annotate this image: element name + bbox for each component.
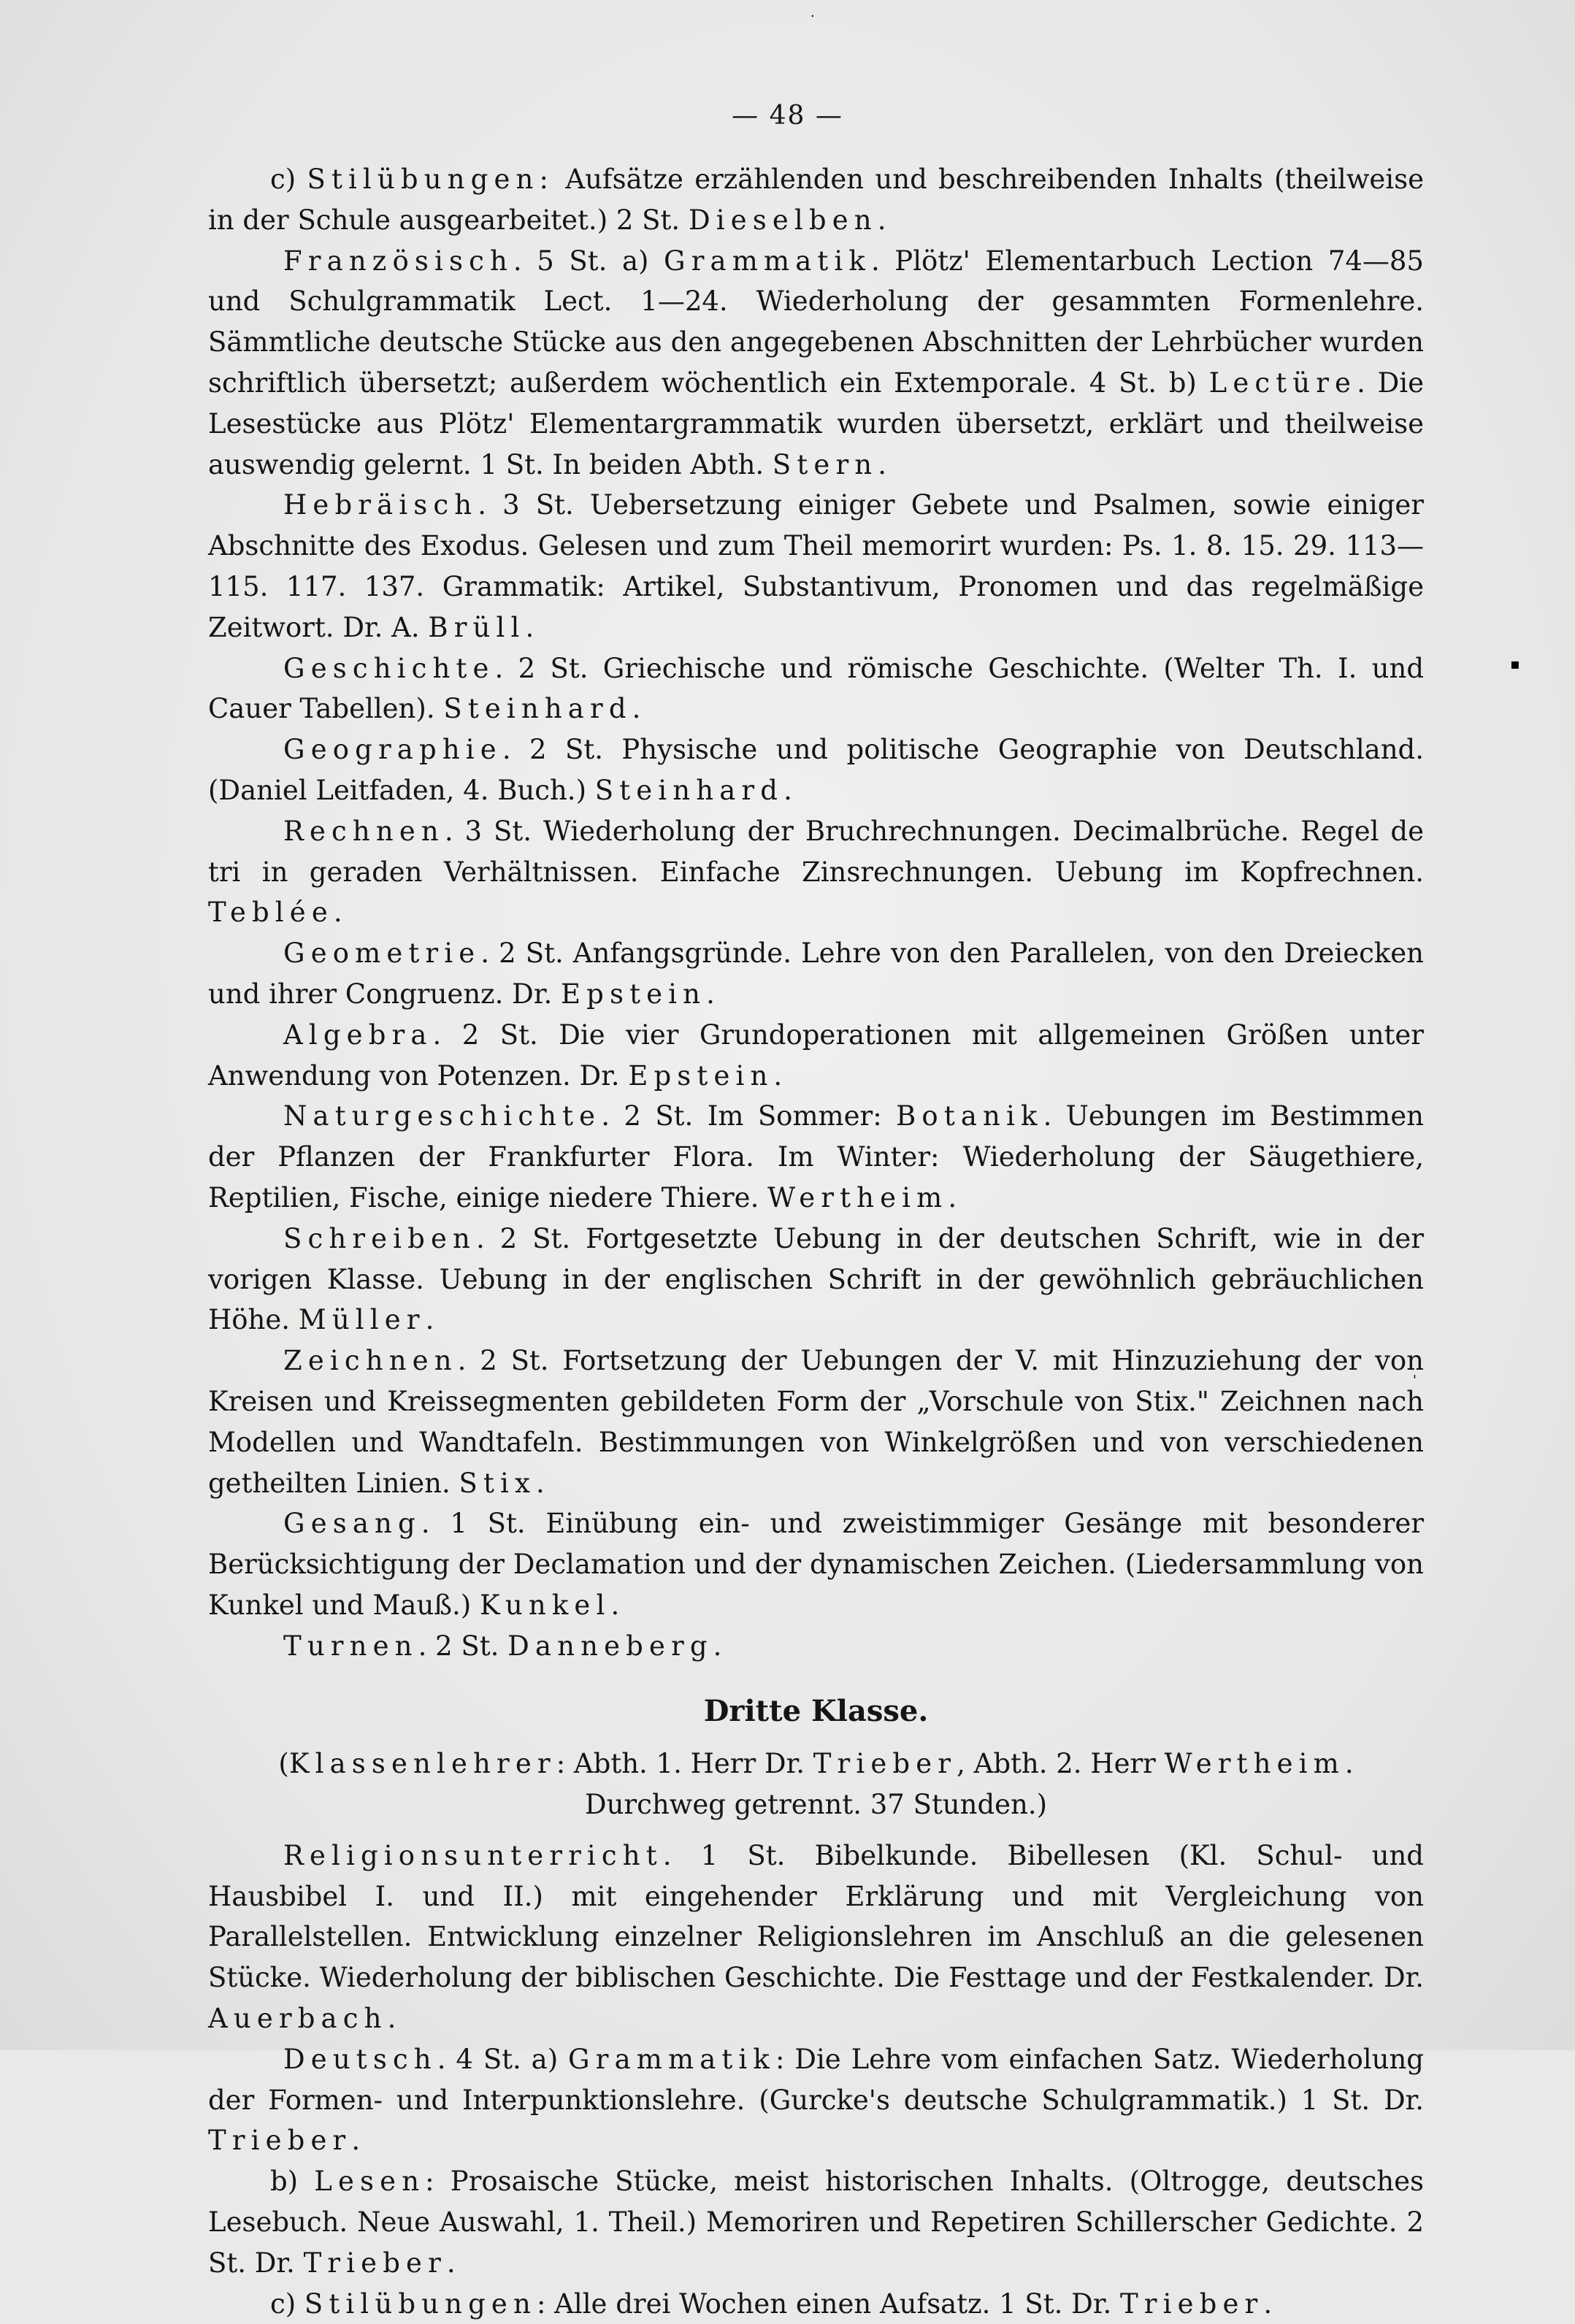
spaced-term: Schreiben [283,1222,476,1254]
text-run: b) [270,2166,315,2198]
text-run: . [877,204,886,236]
section-dritte-klasse-subjects [208,1836,1424,2324]
spaced-term: Zeichnen [283,1345,458,1377]
spaced-term: Lesen [314,2166,426,2198]
spaced-term: Rechnen [283,815,445,847]
text-run: : Alle drei Wochen einen Aufsatz. 1 St. Dr. [536,2287,1120,2320]
page-number: — 48 — [732,101,843,131]
text-run: . [783,774,792,806]
text-run: . 2 St. Griechische und römische Geschichte. (Welter Th. I. und Cauer Tabellen). [208,652,1424,725]
spaced-term: Stern [772,448,878,480]
spaced-term: Gesang [283,1508,421,1540]
paragraph-p5 [208,729,1424,811]
paragraph-p1 [208,159,1424,241]
text-run: . [446,2247,456,2279]
spaced-term: Kunkel [479,1589,611,1621]
text-run: . 2 St. Physische und politische Geographie von Deutschland. (Daniel Leitfaden, 4. Buch.) [208,734,1424,806]
class-teacher-line [208,1744,1424,1825]
spaced-term: Epstein [628,1059,774,1092]
text-run: . [706,978,715,1010]
text-run: . 2 St. Fortgesetzte Uebung in der deutschen Schrift, wie in der vorigen Klasse. Uebung in der englischen Schrift in der gewöhnlich gebräuchlichen Höhe. [208,1222,1424,1336]
text-run: : Die Lehre vom einfachen Satz. Wiederholung der Formen- und Interpunktionslehre. (Gurcke's deutsche Schulgrammatik.) 1 St. Dr. [208,2043,1424,2116]
spaced-term: Steinhard [594,774,784,806]
paragraph-p9 [208,1096,1424,1218]
text-run: , Abth. 2. Herr [957,1748,1165,1780]
text-run: . [333,897,342,929]
text-run: . 2 St. Die vier Grundoperationen mit allgemeinen Größen unter Anwendung von Potenzen. Dr. [208,1019,1424,1092]
text-run: . 1 St. Bibelkunde. Bibellesen (Kl. Schul- und Hausbibel I. und II.) mit eingehender Erklärung und mit Vergleichung von Parallelstellen. Entwicklung einzelner Religionslehren im Anschluß an die gelesenen Stücke. Wiederholung der biblischen Geschichte. Die Festtage und der Festkalender. Dr. [208,1839,1424,1994]
text-run: . [387,2003,396,2035]
spaced-term: Geschichte [283,652,495,684]
spaced-term: Grammatik [664,245,871,277]
text-run: . [536,1467,545,1499]
text-run: Aufsätze erzählenden und beschreibenden Inhalts (theilweise in der Schule ausgearbeitet.) 2 St. [208,164,1425,236]
text-run: . [878,448,887,480]
text-run: . 3 St. Uebersetzung einiger Gebete und Psalmen, sowie einiger Abschnitte des Exodus. Gelesen und zum Theil memorirt wurden: Ps. 1. 8. 15. 29. 113—115. 117. 137. Grammatik: Artikel, Substantivum, Pronomen und das regelmäßige Zeitwort. Dr. A. [208,489,1424,643]
spaced-term: Lectüre [1208,367,1357,399]
text-run: . [1263,2287,1273,2320]
text-run: . 3 St. Wiederholung der Bruchrechnungen. Decimalbrüche. Regel de tri in geraden Verhältnissen. Einfache Zinsrechnungen. Uebung im Kopfrechnen. [208,815,1424,888]
text-run: : Prosaische Stücke, meist historischen Inhalts. (Oltrogge, deutsches Lesebuch. Neue Auswahl, 1. Theil.) Memoriren und Repetiren Schillerscher Gedichte. 2 St. Dr. [208,2166,1424,2279]
text-run: . [525,611,534,643]
spaced-term: Brüll [428,611,526,643]
spaced-term: Stilübungen: [307,164,555,195]
spaced-term: Epstein [560,978,707,1010]
ink-speck: · [811,9,815,24]
paragraph-p10 [208,1219,1424,1341]
spaced-term: Wertheim [1164,1748,1345,1780]
spaced-term: Steinhard [443,693,632,725]
paragraph-p13 [208,1626,1424,1667]
text-run: c) [270,2287,304,2320]
spaced-term: Trieber [303,2247,447,2279]
spaced-term: Stix [459,1467,536,1499]
paragraph-p3 [208,485,1424,648]
spaced-term: Naturgeschichte [283,1100,602,1132]
spaced-term: Turnen [283,1630,418,1662]
spaced-term: Geographie [283,734,502,766]
text-run: . [713,1630,722,1662]
paragraph-q2 [208,2039,1424,2161]
spaced-term: Klassenlehrer [288,1748,556,1780]
text-run: . 4 St. a) [437,2043,569,2075]
paragraph-p8 [208,1015,1424,1097]
text-run: . [425,1304,434,1336]
paragraph-p11 [208,1341,1424,1503]
spaced-term: Dieselben [688,204,878,236]
text-run: . [948,1181,957,1213]
paragraph-p7 [208,933,1424,1015]
section-heading: Dritte Klasse. [703,1694,929,1729]
spaced-term: Algebra [283,1019,433,1051]
paragraph-q1 [208,1836,1424,2039]
paragraph-p2 [208,241,1424,486]
text-run: ( [278,1748,289,1780]
text-run: . [351,2125,361,2157]
text-run: . 2 St. Im Sommer: [601,1100,897,1132]
text-run: . Durchweg getrennt. 37 Stunden.) [584,1748,1354,1821]
spaced-term: Danneberg [507,1630,713,1662]
text-run: . [773,1059,783,1092]
spaced-term: Teblée [208,897,334,929]
spaced-term: Geometrie [283,937,481,970]
text-run: . 1 St. Einübung ein- und zweistimmiger Gesänge mit besonderer Berücksichtigung der Declamation und der dynamischen Zeichen. (Liedersammlung von Kunkel und Mauß.) [208,1508,1424,1621]
text-run: . 5 St. a) [513,245,664,277]
paragraph-p12 [208,1503,1424,1625]
spaced-term: Grammatik [568,2043,775,2075]
spaced-term: Trieber [208,2125,352,2157]
spaced-term: Auerbach [208,2003,388,2035]
spaced-term: Botanik [896,1100,1043,1132]
text-run: . Plötz' Elementarbuch Lection 74—85 und Schulgrammatik Lect. 1—24. Wiederholung der gesammten Formenlehre. Sämmtliche deutsche Stücke aus den angegebenen Abschnitten der Lehrbücher wurden schriftlich übersetzt; außerdem wöchentlich ein Extemporale. 4 St. b) [208,245,1424,399]
text-run: . [632,693,641,725]
spaced-term: Deutsch [283,2043,437,2075]
text-run: . 2 St. [418,1630,508,1662]
text-run: . [610,1589,620,1621]
text-run: . 2 St. Fortsetzung der Uebungen der V. mit Hinzuziehung der von Kreisen und Kreissegmenten gebildeten Form der „Vorschule von Stix." Zeichnen nach Modellen und Wandtafeln. Bestimmungen von Winkelgrößen und von verschiedenen getheilten Linien. [208,1345,1424,1499]
paragraph-p6 [208,811,1424,933]
spaced-term: Trieber [1119,2287,1264,2320]
spaced-term: Französisch [283,245,513,277]
paragraph-q4 [208,2284,1424,2324]
text-run: . 2 St. Anfangsgründe. Lehre von den Parallelen, von den Dreiecken und ihrer Congruenz. Dr. [208,937,1424,1010]
spaced-term: Müller [298,1304,426,1336]
text-run: : Abth. 1. Herr Dr. [556,1748,813,1780]
text-run: . Uebungen im Bestimmen der Pflanzen der Frankfurter Flora. Im Winter: Wiederholung der Säugethiere, Reptilien, Fische, einige niedere Thiere. [208,1100,1424,1213]
text-run: . Die Lesestücke aus Plötz' Elementargrammatik wurden übersetzt, erklärt und theilweise auswendig gelernt. 1 St. In beiden Abth. [208,367,1424,480]
body-text [208,159,1424,2324]
spaced-term: Religionsunterricht [283,1839,663,1871]
text-run: c) [270,164,307,195]
spaced-term: Hebräisch [283,489,478,521]
spaced-term: Stilübungen [304,2287,537,2320]
spaced-term: Trieber [813,1748,957,1780]
ink-speck: ▪ [1510,655,1520,672]
ink-speck: ' [1413,1373,1417,1388]
paragraph-p4 [208,648,1424,730]
section-fuenfte-klasse-subjects [208,159,1424,1666]
spaced-term: Wertheim [767,1181,949,1213]
paragraph-q3 [208,2161,1424,2283]
